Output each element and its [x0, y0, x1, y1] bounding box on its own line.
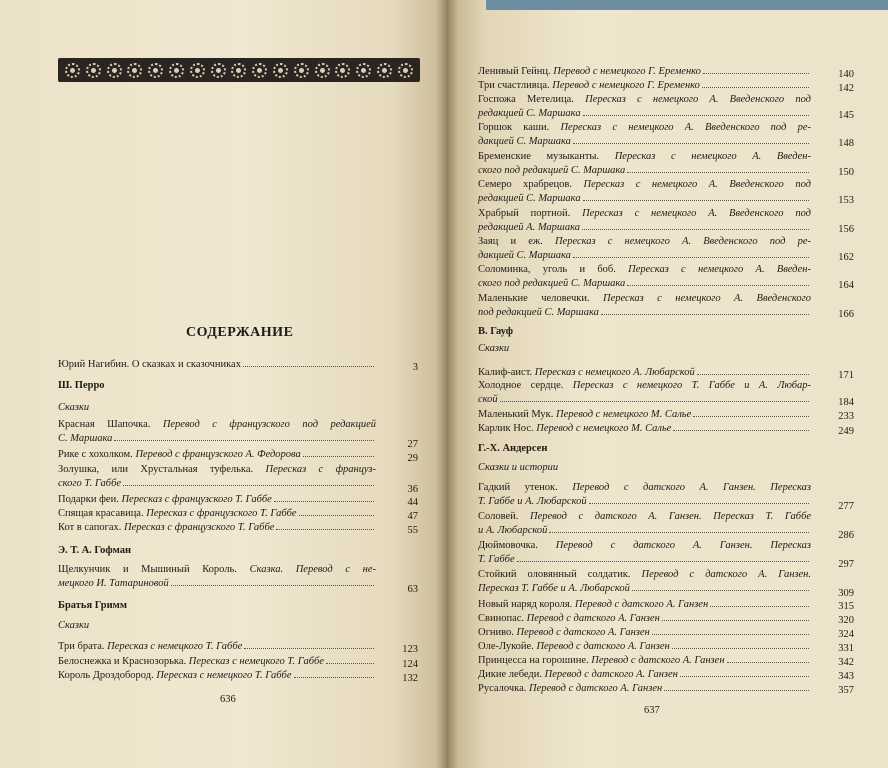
entry-title: Госпожа Метелица.: [478, 94, 574, 105]
entry-credit-cont: редакцией А. Маршака: [478, 222, 580, 233]
leader-dots: [589, 503, 809, 504]
leader-dots: [274, 501, 374, 502]
entry-title: Семеро храбрецов.: [478, 179, 572, 190]
entry-credit-cont: редакцией С. Маршака: [478, 193, 581, 204]
toc-entry[interactable]: [478, 539, 854, 570]
right-page: [446, 0, 888, 768]
entry-page: 44: [407, 497, 418, 508]
rosette-ornament: [273, 63, 288, 78]
entry-credit: Перевод с немецкого М. Салье: [556, 409, 692, 420]
entry-page: 63: [407, 584, 418, 595]
entry-page: 315: [838, 601, 854, 612]
entry-credit: Перевод с датского А. Ганзен: [536, 641, 670, 652]
entry-page: 145: [838, 110, 854, 121]
entry-page: 343: [838, 671, 854, 682]
leader-dots: [673, 430, 809, 431]
toc-entry[interactable]: [478, 93, 854, 121]
toc-entry[interactable]: [478, 422, 854, 437]
entry-title: Щелкунчик и Мышиный Король.: [58, 564, 237, 575]
author-andersen: Г.-Х. Андерсен: [478, 443, 548, 454]
toc-entry[interactable]: [478, 65, 854, 80]
toc-entry[interactable]: [478, 292, 854, 320]
entry-credit-cont: Т. Габбе и А. Любарской: [478, 496, 587, 507]
entry-credit: Пересказ с немецкого А. Введенского под ре-: [560, 122, 811, 133]
entry-title: Оле-Лукойе.: [478, 641, 534, 652]
entry-page: 162: [838, 252, 854, 263]
entry-credit: Перевод с датского А. Ганзен: [574, 599, 709, 610]
entry-title: Карлик Нос.: [478, 423, 534, 434]
entry-title: Горшок каши.: [478, 122, 550, 133]
entry-title: Новый наряд короля.: [478, 599, 573, 610]
entry-credit-cont: дакцией С. Маршака: [478, 136, 571, 147]
entry-title: Король Дроздобород.: [58, 670, 154, 681]
entry-credit: Перевод с датского А. Ганзен.: [641, 569, 811, 580]
entry-title: Маленький Мук.: [478, 409, 554, 420]
entry-title: Рике с хохолком.: [58, 449, 133, 460]
rosette-ornament: [211, 63, 226, 78]
leader-dots: [693, 416, 809, 417]
entry-credit: Перевод с датского А. Ганзен: [516, 627, 650, 638]
leader-dots: [664, 690, 809, 691]
entry-credit-cont: ского под редакцией С. Маршака: [478, 278, 626, 289]
page-number: 637: [644, 705, 660, 716]
entry-page: 277: [838, 501, 854, 512]
contents-heading: СОДЕРЖАНИЕ: [186, 325, 294, 340]
entry-title: Соловей.: [478, 511, 519, 522]
toc-entry[interactable]: [478, 654, 854, 668]
author-hoffmann: Э. Т. А. Гофман: [58, 545, 132, 556]
entry-page: 166: [838, 309, 854, 320]
entry-page: 27: [407, 439, 418, 450]
entry-title: Храбрый портной.: [478, 208, 571, 219]
section-label: Сказки и истории: [478, 462, 559, 473]
entry-page: 164: [838, 280, 854, 291]
author-hauff: В. Гауф: [478, 326, 513, 337]
rosette-ornament: [65, 63, 80, 78]
entry-page: 148: [838, 138, 854, 149]
leader-dots: [244, 648, 374, 649]
entry-title: Ленивый Гейнц.: [478, 66, 551, 77]
toc-entry[interactable]: [478, 481, 854, 512]
leader-dots: [727, 662, 809, 663]
entry-title: Белоснежка и Краснозорька.: [58, 656, 187, 667]
toc-entry[interactable]: [478, 263, 854, 291]
entry-page: 286: [838, 530, 854, 541]
leader-dots: [171, 585, 374, 586]
entry-page: 36: [407, 484, 418, 495]
entry-title: Калиф-аист.: [478, 367, 533, 378]
entry-title: Дюймовочка.: [478, 540, 538, 551]
toc-entry[interactable]: [478, 379, 854, 408]
entry-title: Гадкий утенок.: [478, 482, 558, 493]
toc-entry[interactable]: [58, 563, 418, 595]
toc-entry[interactable]: [58, 640, 418, 655]
rosette-ornament: [335, 63, 350, 78]
entry-title: Принцесса на горошине.: [478, 655, 589, 666]
entry-title: Дикие лебеди.: [478, 669, 542, 680]
toc-entry[interactable]: [478, 640, 854, 654]
leader-dots: [702, 87, 809, 88]
entry-title: Юрий Нагибин. О сказках и сказочниках: [58, 359, 241, 370]
toc-entry-intro[interactable]: [58, 358, 418, 373]
entry-page: 233: [838, 411, 854, 422]
entry-page: 123: [402, 644, 418, 655]
entry-title: Свинопас.: [478, 613, 525, 624]
leader-dots: [697, 374, 809, 375]
toc-entry[interactable]: [58, 669, 418, 684]
leader-dots: [652, 634, 809, 635]
toc-entry[interactable]: [478, 79, 854, 94]
entry-page: 153: [838, 195, 854, 206]
entry-page: 55: [407, 525, 418, 536]
entry-page: 150: [838, 167, 854, 178]
leader-dots: [573, 143, 809, 144]
leader-dots: [632, 590, 809, 591]
leader-dots: [583, 200, 809, 201]
entry-title: Стойкий оловянный солдатик.: [478, 569, 631, 580]
rosette-ornament: [252, 63, 267, 78]
toc-entry[interactable]: [478, 207, 854, 235]
entry-credit: Пересказ с немецкого Т. Габбе и А. Любар-: [572, 380, 811, 391]
rosette-ornament: [231, 63, 246, 78]
toc-entry[interactable]: [478, 626, 854, 640]
entry-credit: Пересказ с немецкого А. Введен-: [614, 151, 812, 162]
entry-credit-cont: ской: [478, 394, 498, 405]
leader-dots: [583, 115, 809, 116]
entry-title: Маленькие человечки.: [478, 293, 590, 304]
entry-credit: Пересказ с немецкого А. Введенского под ре-: [554, 236, 812, 247]
entry-page: 156: [838, 224, 854, 235]
entry-title: Спящая красавица.: [58, 508, 144, 519]
entry-credit: Перевод с немецкого Г. Еременко: [553, 66, 701, 77]
toc-entry[interactable]: [478, 366, 854, 381]
entry-credit: Пересказ с немецкого А. Введенского под: [582, 208, 811, 219]
author-grimm: Братья Гримм: [58, 600, 127, 611]
rosette-ornament: [169, 63, 184, 78]
entry-credit: Перевод с немецкого Г. Еременко: [552, 80, 700, 91]
entry-page: 132: [402, 673, 418, 684]
entry-credit: Перевод с датского А. Ганзен: [528, 683, 663, 694]
entry-title: Три счастливца.: [478, 80, 550, 91]
entry-title: Огниво.: [478, 627, 514, 638]
section-label: Сказки: [58, 402, 90, 413]
entry-credit: Сказка. Перевод с не-: [249, 564, 376, 575]
entry-title: Подарки феи.: [58, 494, 119, 505]
leader-dots: [114, 440, 374, 441]
toc-entry[interactable]: [478, 408, 854, 422]
entry-page: 331: [838, 643, 854, 654]
entry-page: 142: [838, 83, 854, 94]
leader-dots: [123, 485, 374, 486]
rosette-ornament: [127, 63, 142, 78]
entry-page: 324: [838, 629, 854, 640]
leader-dots: [243, 366, 374, 367]
entry-title: Русалочка.: [478, 683, 527, 694]
entry-page: 124: [402, 659, 418, 670]
leader-dots: [299, 515, 374, 516]
entry-page: 171: [838, 370, 854, 381]
toc-entry[interactable]: [58, 463, 418, 495]
toc-entry[interactable]: [478, 568, 854, 599]
rosette-ornament: [356, 63, 371, 78]
toc-entry[interactable]: [58, 655, 418, 670]
leader-dots: [672, 648, 809, 649]
entry-page: 184: [838, 397, 854, 408]
entry-title: Кот в сапогах.: [58, 522, 122, 533]
entry-title: Золушка, или Хрустальная туфелька.: [58, 464, 254, 475]
entry-credit: Пересказ с немецкого А. Введен-: [628, 264, 811, 275]
toc-entry[interactable]: [58, 507, 418, 522]
entry-credit: Пересказ с немецкого А. Введенского под: [585, 94, 811, 105]
rosette-ornament: [148, 63, 163, 78]
entry-credit-cont: редакцией С. Маршака: [478, 108, 581, 119]
toc-entry[interactable]: [478, 178, 854, 206]
rosette-ornament: [86, 63, 101, 78]
entry-credit: Перевод с немецкого М. Салье: [536, 423, 672, 434]
toc-entry[interactable]: [478, 150, 854, 178]
entry-credit: Перевод с датского А. Ганзен. Пересказ: [572, 482, 811, 493]
rosette-ornament: [377, 63, 392, 78]
rosette-ornament: [398, 63, 413, 78]
rosette-ornament: [107, 63, 122, 78]
entry-credit-cont: Т. Габбе: [478, 554, 515, 565]
rosette-ornament: [190, 63, 205, 78]
leader-dots: [326, 663, 374, 664]
leader-dots: [294, 677, 375, 678]
entry-title: Холодное сердце.: [478, 380, 564, 391]
entry-credit-cont: под редакцией С. Маршака: [478, 307, 599, 318]
entry-title: Красная Шапочка.: [58, 419, 151, 430]
leader-dots: [582, 229, 809, 230]
entry-credit: Перевод с датского А. Ганзен. Пересказ Т. Габбе: [529, 511, 812, 522]
entry-page: 342: [838, 657, 854, 668]
toc-entry[interactable]: [58, 448, 418, 464]
entry-credit: Пересказ с французского Т. Габбе: [124, 522, 275, 533]
entry-page: 249: [838, 426, 854, 437]
leader-dots: [549, 532, 809, 533]
section-label: Сказки: [58, 620, 90, 631]
section-label: Сказки: [478, 343, 510, 354]
entry-credit-cont: дакцией С. Маршака: [478, 250, 571, 261]
entry-page: 29: [407, 453, 418, 464]
leader-dots: [573, 257, 809, 258]
entry-credit: Пересказ с немецкого А. Введенского: [603, 293, 811, 304]
leader-dots: [517, 561, 809, 562]
toc-entry[interactable]: [478, 668, 854, 682]
toc-entry[interactable]: [478, 612, 854, 626]
rosette-ornament: [294, 63, 309, 78]
leader-dots: [276, 529, 374, 530]
entry-page: 47: [407, 511, 418, 522]
entry-credit: Пересказ с немецкого А. Введенского под: [583, 179, 811, 190]
leader-dots: [500, 401, 809, 402]
entry-credit: Перевод с французского под редакцией: [162, 419, 377, 430]
toc-entry[interactable]: [478, 510, 854, 541]
toc-entry[interactable]: [478, 682, 854, 696]
entry-title: Соломинка, уголь и боб.: [478, 264, 616, 275]
toc-entry[interactable]: [478, 121, 854, 149]
entry-credit: Перевод с датского А. Ганзен: [591, 655, 725, 666]
toc-entry[interactable]: [478, 598, 854, 612]
entry-page: 309: [838, 588, 854, 599]
rosette-ornament: [315, 63, 330, 78]
entry-page: 297: [838, 559, 854, 570]
entry-page: 140: [838, 69, 854, 80]
entry-page: 320: [838, 615, 854, 626]
entry-credit-cont: Пересказ Т. Габбе и А. Любарской: [478, 583, 630, 594]
author-perrault: Ш. Перро: [58, 380, 105, 391]
leader-dots: [680, 676, 809, 677]
toc-entry[interactable]: [58, 493, 418, 508]
entry-page: 357: [838, 685, 854, 696]
entry-credit: Пересказ с француз-: [265, 464, 376, 475]
leader-dots: [662, 620, 809, 621]
entry-credit-cont: и А. Любарской: [478, 525, 548, 536]
entry-credit: Перевод с французского А. Федорова: [135, 449, 301, 460]
entry-credit: Пересказ с немецкого А. Любарской: [534, 367, 695, 378]
leader-dots: [303, 456, 374, 457]
entry-credit: Пересказ с французского Т. Габбе: [121, 494, 272, 505]
entry-page: 3: [412, 362, 418, 373]
entry-title: Заяц и еж.: [478, 236, 543, 247]
entry-title: Бременские музыканты.: [478, 151, 600, 162]
entry-credit: Пересказ с немецкого Т. Габбе: [156, 670, 292, 681]
entry-credit-cont: ского под редакцией С. Маршака: [478, 165, 626, 176]
toc-entry[interactable]: [58, 521, 418, 536]
entry-credit: Перевод с датского А. Ганзен: [544, 669, 678, 680]
entry-credit: Пересказ с немецкого Т. Габбе: [107, 641, 243, 652]
book-spine-shadow: [436, 0, 458, 768]
entry-credit: Перевод с датского А. Ганзен: [526, 613, 660, 624]
leader-dots: [627, 172, 809, 173]
entry-credit: Перевод с датского А. Ганзен. Пересказ: [555, 540, 811, 551]
leader-dots: [627, 285, 809, 286]
entry-credit-cont: С. Маршака: [58, 433, 113, 444]
leader-dots: [703, 73, 809, 74]
toc-entry[interactable]: [58, 418, 418, 450]
toc-entry[interactable]: [478, 235, 854, 263]
entry-title: Три брата.: [58, 641, 105, 652]
page-number: 636: [220, 694, 236, 705]
ornamental-border: [58, 58, 420, 82]
background-strip: [486, 0, 888, 10]
leader-dots: [710, 606, 809, 607]
entry-credit-cont: ского Т. Габбе: [58, 478, 122, 489]
entry-credit: Пересказ с немецкого Т. Габбе: [188, 656, 324, 667]
leader-dots: [601, 314, 809, 315]
entry-credit-cont: мецкого И. Татариновой: [58, 578, 169, 589]
entry-credit: Пересказ с французского Т. Габбе: [146, 508, 297, 519]
